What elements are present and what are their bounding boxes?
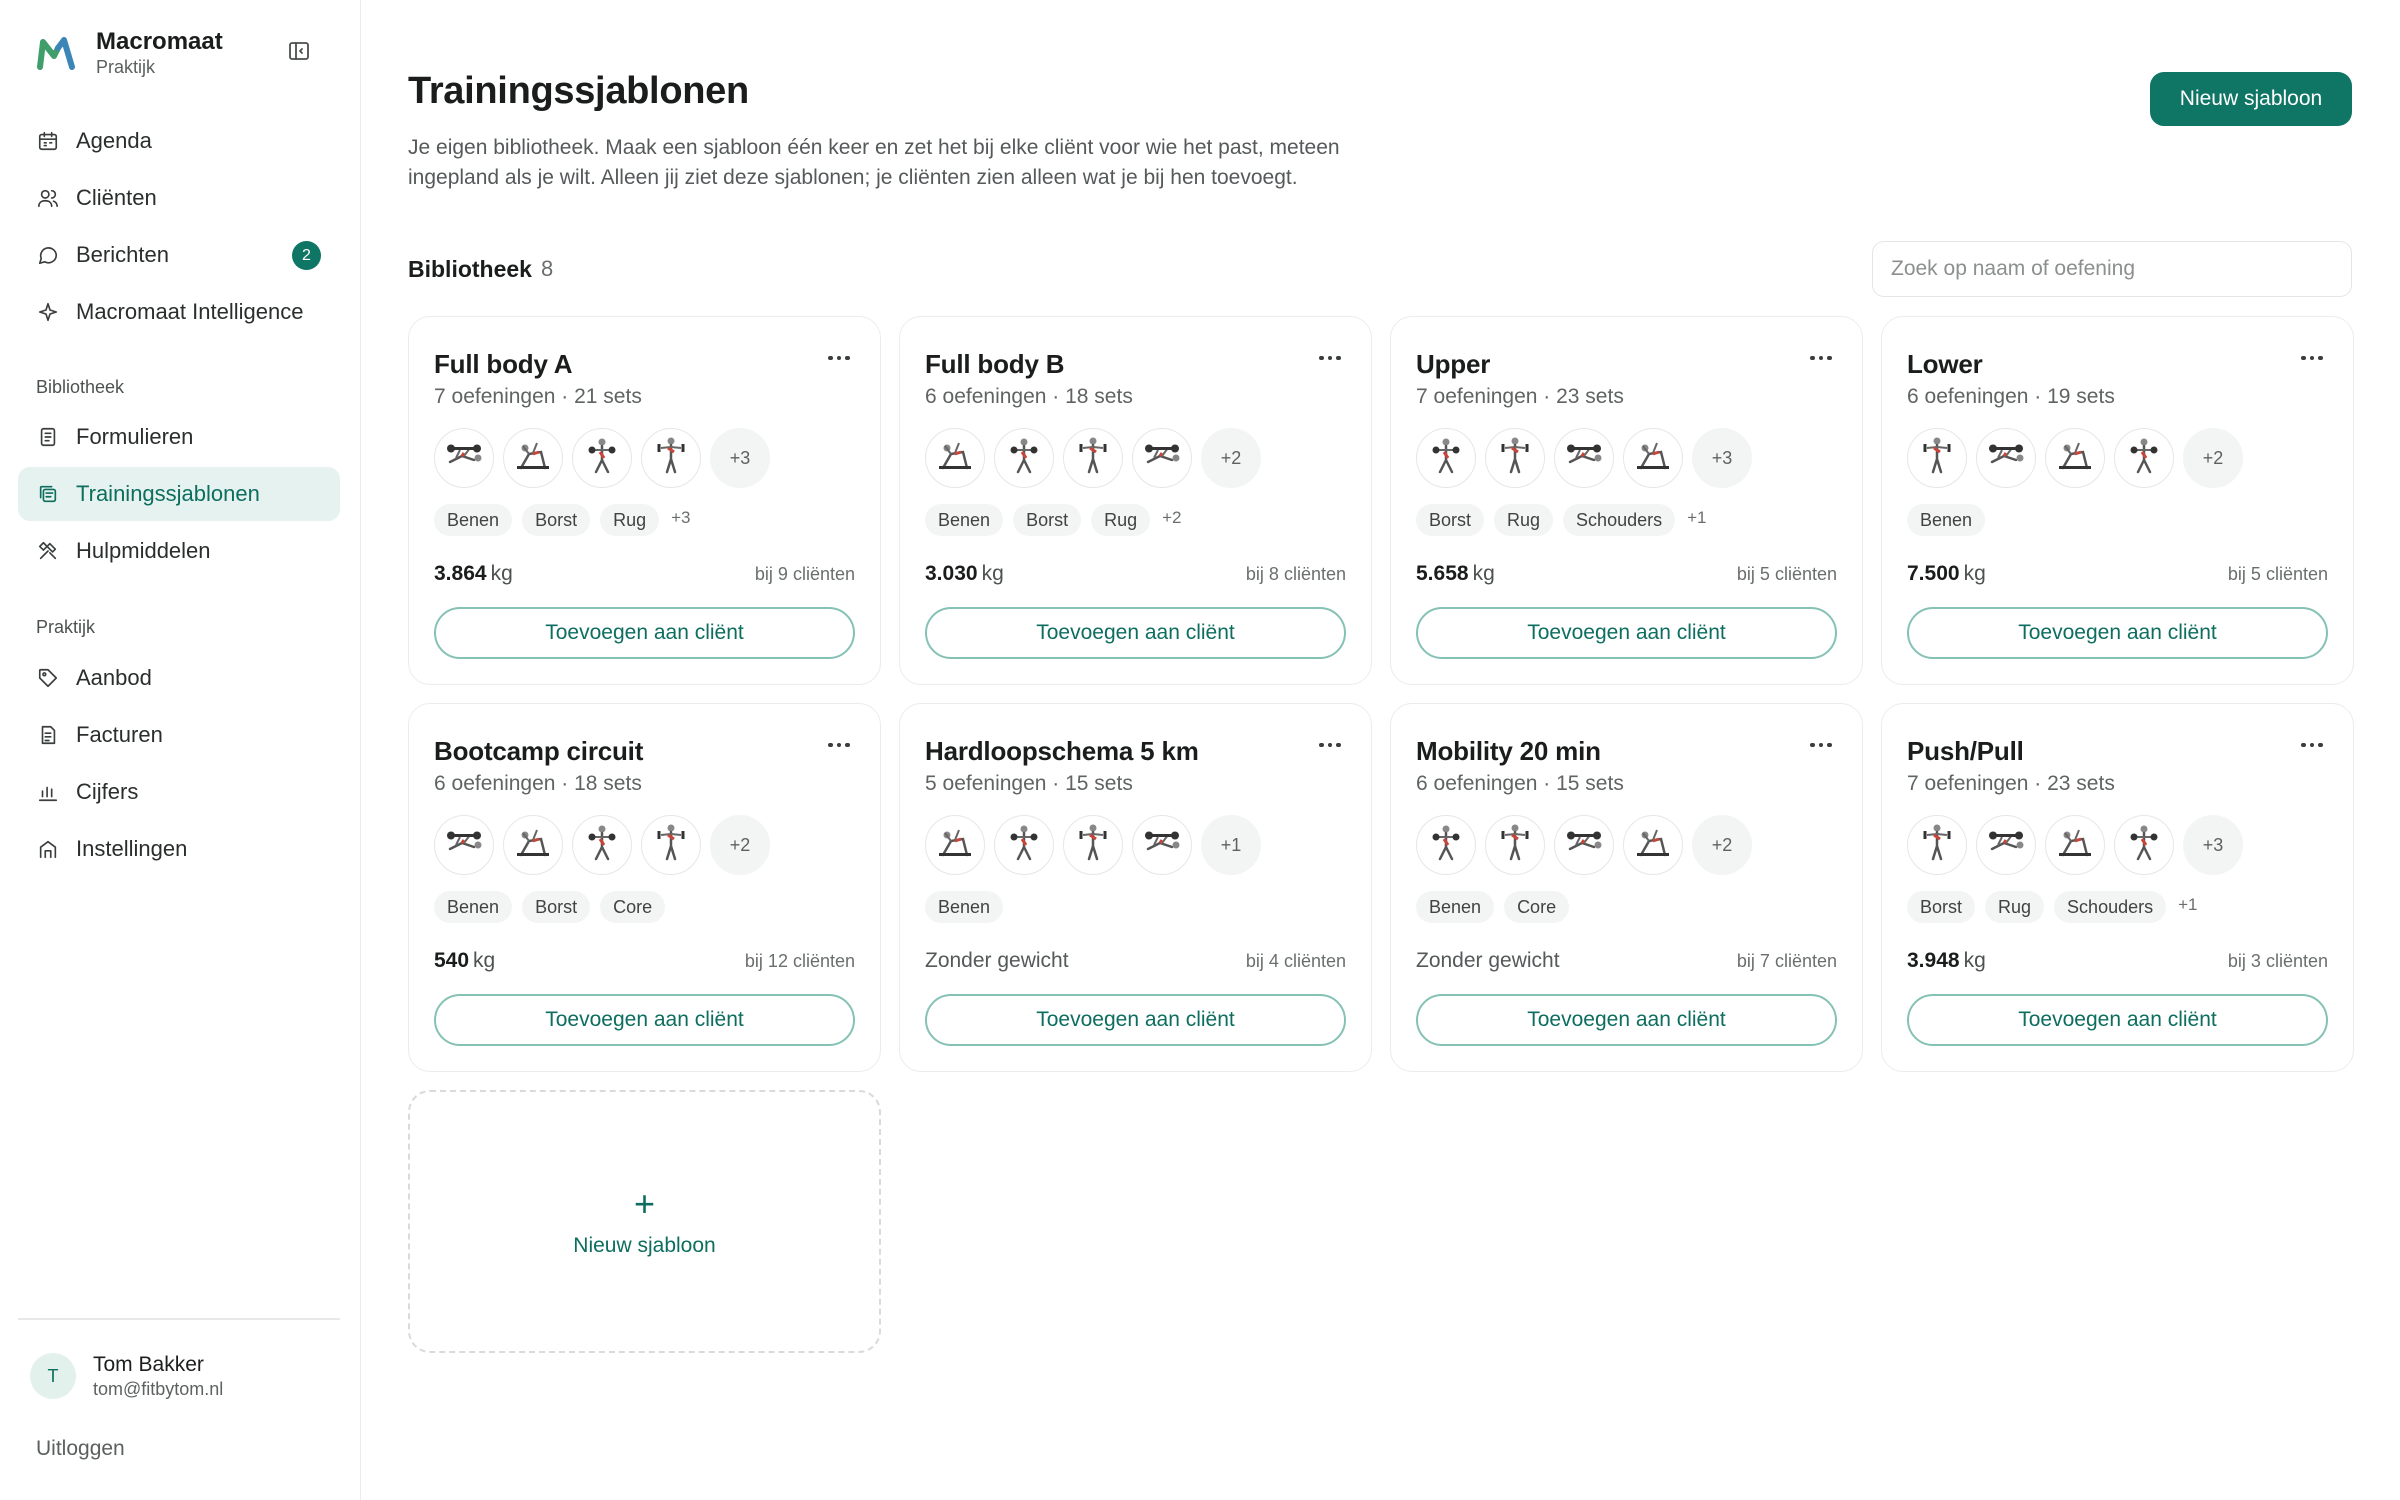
template-meta: 6 oefeningen · 18 sets	[925, 385, 1133, 408]
template-meta: 5 oefeningen · 15 sets	[925, 772, 1133, 795]
template-title: Hardloopschema 5 km	[925, 736, 1199, 766]
ellipsis-icon	[1810, 743, 1832, 748]
muscle-tag: Borst	[1416, 504, 1484, 536]
template-icon	[36, 482, 60, 506]
add-to-client-button[interactable]: Toevoegen aan cliënt	[1416, 994, 1837, 1046]
sidebar-item-berichten[interactable]	[18, 228, 340, 282]
exercise-figure-icon	[580, 821, 624, 870]
more-exercises-count: +2	[1692, 815, 1752, 875]
bar-chart-icon	[36, 780, 60, 804]
avatar: T	[30, 1353, 76, 1399]
muscle-tag: Benen	[925, 504, 1003, 536]
plus-icon: +	[633, 1182, 656, 1224]
exercise-figure-icon	[1002, 434, 1046, 483]
sidebar-collapse-icon	[287, 39, 311, 63]
more-tags-count: +3	[671, 508, 691, 527]
sidebar-item-aanbod[interactable]	[18, 651, 340, 705]
exercise-thumbnails	[1907, 815, 2252, 875]
total-weight	[1907, 949, 1986, 973]
template-meta: 6 oefeningen · 18 sets	[434, 772, 642, 795]
weight-value: 540	[434, 949, 470, 972]
exercise-thumbnail	[925, 815, 985, 875]
exercise-thumbnails	[925, 428, 1270, 488]
exercise-figure-icon	[1915, 434, 1959, 483]
exercise-thumbnail	[503, 428, 563, 488]
sidebar-item-cijfers[interactable]	[18, 765, 340, 819]
exercise-thumbnail	[434, 428, 494, 488]
exercise-thumbnails	[1416, 428, 1761, 488]
weight-unit: kg	[1963, 949, 1986, 972]
more-tags-count: +2	[1162, 508, 1182, 527]
muscle-tag: Borst	[522, 504, 590, 536]
exercise-thumbnails	[434, 815, 779, 875]
template-meta: 6 oefeningen · 15 sets	[1416, 772, 1624, 795]
exercise-thumbnail	[1485, 428, 1545, 488]
more-options-button[interactable]	[819, 730, 859, 760]
template-card[interactable]	[1881, 703, 2354, 1072]
more-tags-count: +1	[2178, 895, 2198, 914]
weight-value: 3.030	[925, 562, 978, 585]
exercise-thumbnail	[503, 815, 563, 875]
tools-icon	[36, 539, 60, 563]
exercise-figure-icon	[1140, 434, 1184, 483]
muscle-tags	[1907, 504, 1995, 536]
weight-value: 3.948	[1907, 949, 1960, 972]
exercise-thumbnail	[2045, 428, 2105, 488]
client-count: bij 5 cliënten	[2227, 564, 2328, 584]
exercise-thumbnail	[994, 815, 1054, 875]
exercise-figure-icon	[1915, 821, 1959, 870]
muscle-tags	[434, 504, 691, 536]
weight-value: 7.500	[1907, 562, 1960, 585]
sidebar-item-label: Facturen	[76, 722, 163, 747]
exercise-thumbnail	[1554, 815, 1614, 875]
add-to-client-button[interactable]: Toevoegen aan cliënt	[1907, 994, 2328, 1046]
more-exercises-count: +1	[1201, 815, 1261, 875]
sidebar-item-formulieren[interactable]	[18, 410, 340, 464]
exercise-thumbnail	[1132, 815, 1192, 875]
invoice-icon	[36, 723, 60, 747]
muscle-tags	[925, 504, 1182, 536]
exercise-figure-icon	[2122, 821, 2166, 870]
muscle-tag: Schouders	[1563, 504, 1675, 536]
user-name: Tom Bakker	[93, 1353, 204, 1376]
exercise-thumbnails	[1416, 815, 1761, 875]
total-weight	[1907, 562, 1986, 586]
add-to-client-button[interactable]: Toevoegen aan cliënt	[434, 994, 855, 1046]
client-count: bij 7 cliënten	[1736, 951, 1837, 971]
add-to-client-button[interactable]: Toevoegen aan cliënt	[1416, 607, 1837, 659]
template-title: Push/Pull	[1907, 736, 2024, 766]
exercise-figure-icon	[1562, 821, 1606, 870]
more-exercises-count: +3	[2183, 815, 2243, 875]
exercise-figure-icon	[1424, 821, 1468, 870]
chat-icon	[36, 243, 60, 267]
muscle-tag: Borst	[522, 891, 590, 923]
muscle-tags	[1907, 891, 2198, 923]
home-settings-icon	[36, 837, 60, 861]
section-label-bibliotheek: Bibliotheek	[36, 377, 125, 397]
muscle-tag: Rug	[1985, 891, 2044, 923]
exercise-thumbnail	[641, 815, 701, 875]
sidebar-item-label: Cijfers	[76, 779, 139, 804]
form-icon	[36, 425, 60, 449]
sidebar-item-instellingen[interactable]	[18, 822, 340, 876]
template-card[interactable]	[899, 703, 1372, 1072]
app-subtitle: Praktijk	[96, 57, 156, 77]
client-count: bij 4 cliënten	[1245, 951, 1346, 971]
exercise-thumbnail	[1623, 815, 1683, 875]
template-title: Full body A	[434, 349, 573, 379]
brand[interactable]	[37, 28, 223, 78]
exercise-figure-icon	[1002, 821, 1046, 870]
search-input[interactable]	[1872, 241, 2352, 297]
muscle-tag: Rug	[1494, 504, 1553, 536]
weight-unit: kg	[1963, 562, 1986, 585]
library-count: 8	[541, 256, 554, 281]
exercise-figure-icon	[2053, 434, 2097, 483]
sidebar-item-label: Hulpmiddelen	[76, 538, 211, 563]
exercise-thumbnail	[1063, 815, 1123, 875]
sidebar	[0, 0, 361, 1500]
template-title: Full body B	[925, 349, 1065, 379]
exercise-figure-icon	[649, 821, 693, 870]
exercise-figure-icon	[933, 821, 977, 870]
page-description: Je eigen bibliotheek. Maak een sjabloon één keer en zet het bij elke cliënt voor wie het past, meteen ingepland als je wilt. Alleen jij ziet deze sjablonen; je cliënten zien alleen wat je bij hen toevoegt.	[408, 136, 1340, 189]
client-count: bij 9 cliënten	[754, 564, 855, 584]
exercise-figure-icon	[442, 821, 486, 870]
page-title: Trainingssjablonen	[408, 70, 749, 112]
exercise-figure-icon	[2053, 821, 2097, 870]
exercise-figure-icon	[580, 434, 624, 483]
muscle-tags	[434, 891, 675, 923]
more-exercises-count: +2	[1201, 428, 1261, 488]
muscle-tag: Borst	[1013, 504, 1081, 536]
library-title: Bibliotheek	[408, 256, 532, 282]
weight-unit: kg	[1472, 562, 1495, 585]
new-template-card[interactable]	[408, 1090, 881, 1353]
sidebar-divider	[18, 1318, 340, 1320]
template-meta: 7 oefeningen · 23 sets	[1907, 772, 2115, 795]
muscle-tags	[925, 891, 1013, 923]
more-tags-count: +1	[1687, 508, 1707, 527]
sidebar-item-label: Cliënten	[76, 185, 157, 210]
exercise-thumbnails	[434, 428, 779, 488]
total-weight	[1416, 562, 1495, 586]
muscle-tag: Rug	[600, 504, 659, 536]
exercise-thumbnail	[1976, 815, 2036, 875]
template-meta: 7 oefeningen · 21 sets	[434, 385, 642, 408]
exercise-thumbnail	[572, 815, 632, 875]
muscle-tag: Benen	[434, 891, 512, 923]
exercise-figure-icon	[1071, 434, 1115, 483]
add-to-client-button[interactable]: Toevoegen aan cliënt	[434, 607, 855, 659]
exercise-thumbnail	[1063, 428, 1123, 488]
exercise-figure-icon	[1984, 821, 2028, 870]
exercise-thumbnail	[641, 428, 701, 488]
ellipsis-icon	[2301, 356, 2323, 361]
exercise-figure-icon	[1493, 434, 1537, 483]
muscle-tag: Schouders	[2054, 891, 2166, 923]
exercise-figure-icon	[1140, 821, 1184, 870]
exercise-thumbnail	[434, 815, 494, 875]
more-exercises-count: +3	[710, 428, 770, 488]
ellipsis-icon	[1319, 356, 1341, 361]
sidebar-item-label: Berichten	[76, 242, 169, 267]
exercise-thumbnail	[994, 428, 1054, 488]
exercise-thumbnail	[1907, 815, 1967, 875]
exercise-thumbnails	[1907, 428, 2252, 488]
exercise-thumbnail	[2045, 815, 2105, 875]
more-exercises-count: +2	[710, 815, 770, 875]
ellipsis-icon	[828, 743, 850, 748]
logout-link[interactable]: Uitloggen	[36, 1437, 125, 1460]
ellipsis-icon	[1319, 743, 1341, 748]
sidebar-item-label: Aanbod	[76, 665, 152, 690]
exercise-thumbnail	[1907, 428, 1967, 488]
total-weight	[434, 562, 513, 586]
template-card[interactable]	[408, 703, 881, 1072]
new-template-label: Nieuw sjabloon	[573, 1233, 716, 1257]
muscle-tag: Borst	[1907, 891, 1975, 923]
template-card[interactable]	[1881, 316, 2354, 685]
exercise-thumbnail	[1416, 428, 1476, 488]
sidebar-item-trainingssjablonen[interactable]	[18, 467, 340, 521]
macromaat-logo-icon	[37, 36, 78, 70]
exercise-figure-icon	[511, 821, 555, 870]
exercise-figure-icon	[1493, 821, 1537, 870]
weight-value: 3.864	[434, 562, 487, 585]
add-to-client-button[interactable]: Toevoegen aan cliënt	[925, 994, 1346, 1046]
sidebar-item-label: Agenda	[76, 128, 152, 153]
client-count: bij 8 cliënten	[1245, 564, 1346, 584]
sidebar-item-facturen[interactable]	[18, 708, 340, 762]
ellipsis-icon	[2301, 743, 2323, 748]
sidebar-item-label: Macromaat Intelligence	[76, 299, 304, 324]
more-options-button[interactable]	[819, 343, 859, 373]
sidebar-item-label: Instellingen	[76, 836, 188, 861]
new-template-button[interactable]: Nieuw sjabloon	[2150, 72, 2352, 126]
more-exercises-count: +3	[1692, 428, 1752, 488]
template-card[interactable]	[408, 316, 881, 685]
total-weight	[434, 949, 495, 973]
template-card[interactable]	[1390, 316, 1863, 685]
more-options-button[interactable]	[1310, 343, 1350, 373]
exercise-figure-icon	[1562, 434, 1606, 483]
template-meta: 6 oefeningen · 19 sets	[1907, 385, 2115, 408]
user-profile[interactable]	[30, 1352, 223, 1400]
sidebar-item-label: Trainingssjablonen	[76, 481, 260, 506]
exercise-thumbnail	[2114, 815, 2174, 875]
users-icon	[36, 186, 60, 210]
unread-count-badge: 2	[292, 241, 321, 270]
exercise-thumbnail	[1976, 428, 2036, 488]
more-options-button[interactable]	[1801, 343, 1841, 373]
exercise-thumbnail	[1485, 815, 1545, 875]
exercise-figure-icon	[1424, 434, 1468, 483]
sidebar-item-clienten[interactable]	[18, 171, 340, 225]
weight-unit: kg	[981, 562, 1004, 585]
exercise-figure-icon	[1071, 821, 1115, 870]
more-options-button[interactable]	[1801, 730, 1841, 760]
sidebar-item-agenda[interactable]	[18, 114, 340, 168]
add-to-client-button[interactable]: Toevoegen aan cliënt	[925, 607, 1346, 659]
muscle-tag: Benen	[434, 504, 512, 536]
muscle-tag: Rug	[1091, 504, 1150, 536]
collapse-sidebar-button[interactable]	[285, 37, 313, 65]
exercise-thumbnail	[572, 428, 632, 488]
tag-icon	[36, 666, 60, 690]
template-card[interactable]	[899, 316, 1372, 685]
template-title: Lower	[1907, 349, 1983, 379]
template-meta: 7 oefeningen · 23 sets	[1416, 385, 1624, 408]
exercise-figure-icon	[1631, 434, 1675, 483]
exercise-figure-icon	[933, 434, 977, 483]
muscle-tag: Core	[600, 891, 665, 923]
exercise-figure-icon	[1631, 821, 1675, 870]
sidebar-item-macromaat-intelligence[interactable]	[18, 285, 340, 339]
exercise-figure-icon	[649, 434, 693, 483]
muscle-tag: Benen	[925, 891, 1003, 923]
exercise-thumbnail	[1132, 428, 1192, 488]
ellipsis-icon	[1810, 356, 1832, 361]
more-options-button[interactable]	[2292, 343, 2332, 373]
template-card[interactable]	[1390, 703, 1863, 1072]
weight-value: 5.658	[1416, 562, 1469, 585]
exercise-thumbnail	[1554, 428, 1614, 488]
template-title: Mobility 20 min	[1416, 736, 1601, 766]
template-title: Upper	[1416, 349, 1491, 379]
ellipsis-icon	[828, 356, 850, 361]
sparkle-icon	[36, 300, 60, 324]
calendar-icon	[36, 129, 60, 153]
exercise-thumbnail	[1416, 815, 1476, 875]
add-to-client-button[interactable]: Toevoegen aan cliënt	[1907, 607, 2328, 659]
total-weight	[925, 562, 1004, 586]
client-count: bij 5 cliënten	[1736, 564, 1837, 584]
template-title: Bootcamp circuit	[434, 736, 644, 766]
muscle-tag: Core	[1504, 891, 1569, 923]
exercise-thumbnail	[1623, 428, 1683, 488]
exercise-figure-icon	[511, 434, 555, 483]
exercise-thumbnail	[925, 428, 985, 488]
client-count: bij 12 cliënten	[744, 951, 855, 971]
more-options-button[interactable]	[2292, 730, 2332, 760]
muscle-tag: Benen	[1907, 504, 1985, 536]
more-options-button[interactable]	[1310, 730, 1350, 760]
user-email: tom@fitbytom.nl	[93, 1379, 224, 1399]
total-weight: Zonder gewicht	[1416, 949, 1560, 972]
more-exercises-count: +2	[2183, 428, 2243, 488]
exercise-figure-icon	[442, 434, 486, 483]
client-count: bij 3 cliënten	[2227, 951, 2328, 971]
total-weight: Zonder gewicht	[925, 949, 1069, 972]
sidebar-item-label: Formulieren	[76, 424, 194, 449]
muscle-tag: Benen	[1416, 891, 1494, 923]
muscle-tags	[1416, 504, 1707, 536]
muscle-tags	[1416, 891, 1579, 923]
app-name: Macromaat	[96, 28, 223, 55]
exercise-figure-icon	[2122, 434, 2166, 483]
sidebar-item-hulpmiddelen[interactable]	[18, 524, 340, 578]
section-label-praktijk: Praktijk	[36, 617, 96, 637]
weight-unit: kg	[490, 562, 513, 585]
exercise-thumbnail	[2114, 428, 2174, 488]
weight-unit: kg	[473, 949, 496, 972]
exercise-figure-icon	[1984, 434, 2028, 483]
exercise-thumbnails	[925, 815, 1270, 875]
